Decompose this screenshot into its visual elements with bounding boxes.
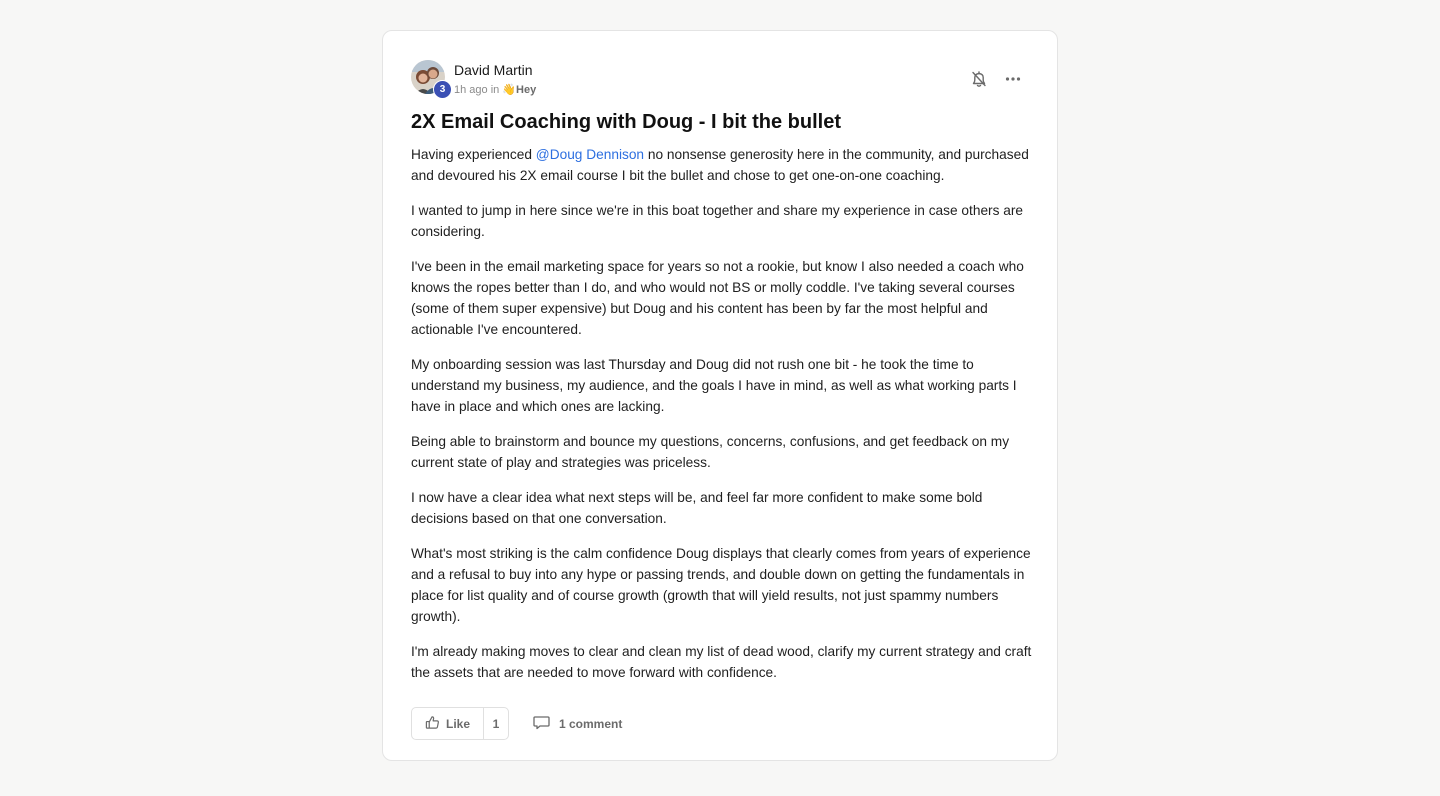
- post-time[interactable]: 1h ago: [454, 84, 488, 96]
- category-link[interactable]: Hey: [516, 84, 537, 96]
- post-paragraph: Being able to brainstorm and bounce my questions, concerns, confusions, and get feedback on my current state of play and strategies was priceless.: [411, 434, 1010, 471]
- author-avatar[interactable]: [411, 59, 447, 95]
- more-horizontal-icon[interactable]: [1003, 69, 1023, 89]
- post-meta: [454, 83, 536, 96]
- post-header: [411, 59, 1031, 99]
- comment-count-label: 1 comment: [559, 716, 623, 731]
- author-name[interactable]: David Martin: [454, 62, 533, 78]
- thumbs-up-icon: [425, 715, 440, 733]
- like-count[interactable]: 1: [492, 716, 500, 731]
- bell-off-icon[interactable]: [969, 69, 989, 89]
- post-paragraph: I now have a clear idea what next steps will be, and feel far more confident to make some bold decisions based on that one conversation.: [411, 490, 983, 527]
- level-badge: 3: [433, 80, 452, 99]
- post-paragraph: I'm already making moves to clear and clean my list of dead wood, clarify my current strategy and craft the assets that are needed to move forward with confidence.: [411, 644, 1032, 681]
- in-label: in: [490, 84, 500, 96]
- like-button-group: [411, 707, 509, 740]
- paragraph-text: Having experienced: [411, 147, 536, 162]
- post-card: [382, 30, 1058, 761]
- post-paragraph: I've been in the email marketing space for years so not a rookie, but know I also needed a coach who knows the ropes better than I do, and who would not BS or molly coddle. I've taking several courses (some of them super expensive) but Doug and his content has been by far the most helpful and actionable I've encountered.: [411, 258, 1024, 338]
- comment-icon: [533, 715, 550, 733]
- wave-icon: 👋: [502, 84, 517, 96]
- comment-button[interactable]: [533, 707, 622, 740]
- like-button[interactable]: [412, 708, 484, 739]
- post-title: 2X Email Coaching with Doug - I bit the bullet: [411, 111, 842, 133]
- post-paragraph: [411, 144, 1035, 186]
- mention-link[interactable]: @Doug Dennison: [535, 147, 645, 162]
- paragraph-text: no nonsense generosity here in the community, and purchased and devoured his 2X email course I bit the bullet and chose to get one-on-one coaching.: [411, 147, 1029, 184]
- post-body: [411, 144, 1035, 697]
- post-paragraph: My onboarding session was last Thursday and Doug did not rush one bit - he took the time to understand my business, my audience, and the goals I have in mind, as well as what working parts I have in place and which ones are lacking.: [411, 357, 1017, 415]
- like-label: Like: [445, 716, 470, 731]
- post-paragraph: I wanted to jump in here since we're in this boat together and share my experience in case others are considering.: [411, 202, 1024, 240]
- post-paragraph: What's most striking is the calm confidence Doug displays that clearly comes from years of experience and a refusal to buy into any hype or passing trends, and double down on getting the fundamentals in place for list quality and of course growth (growth that will yield results, not just spammy numbers growth).: [411, 546, 1031, 625]
